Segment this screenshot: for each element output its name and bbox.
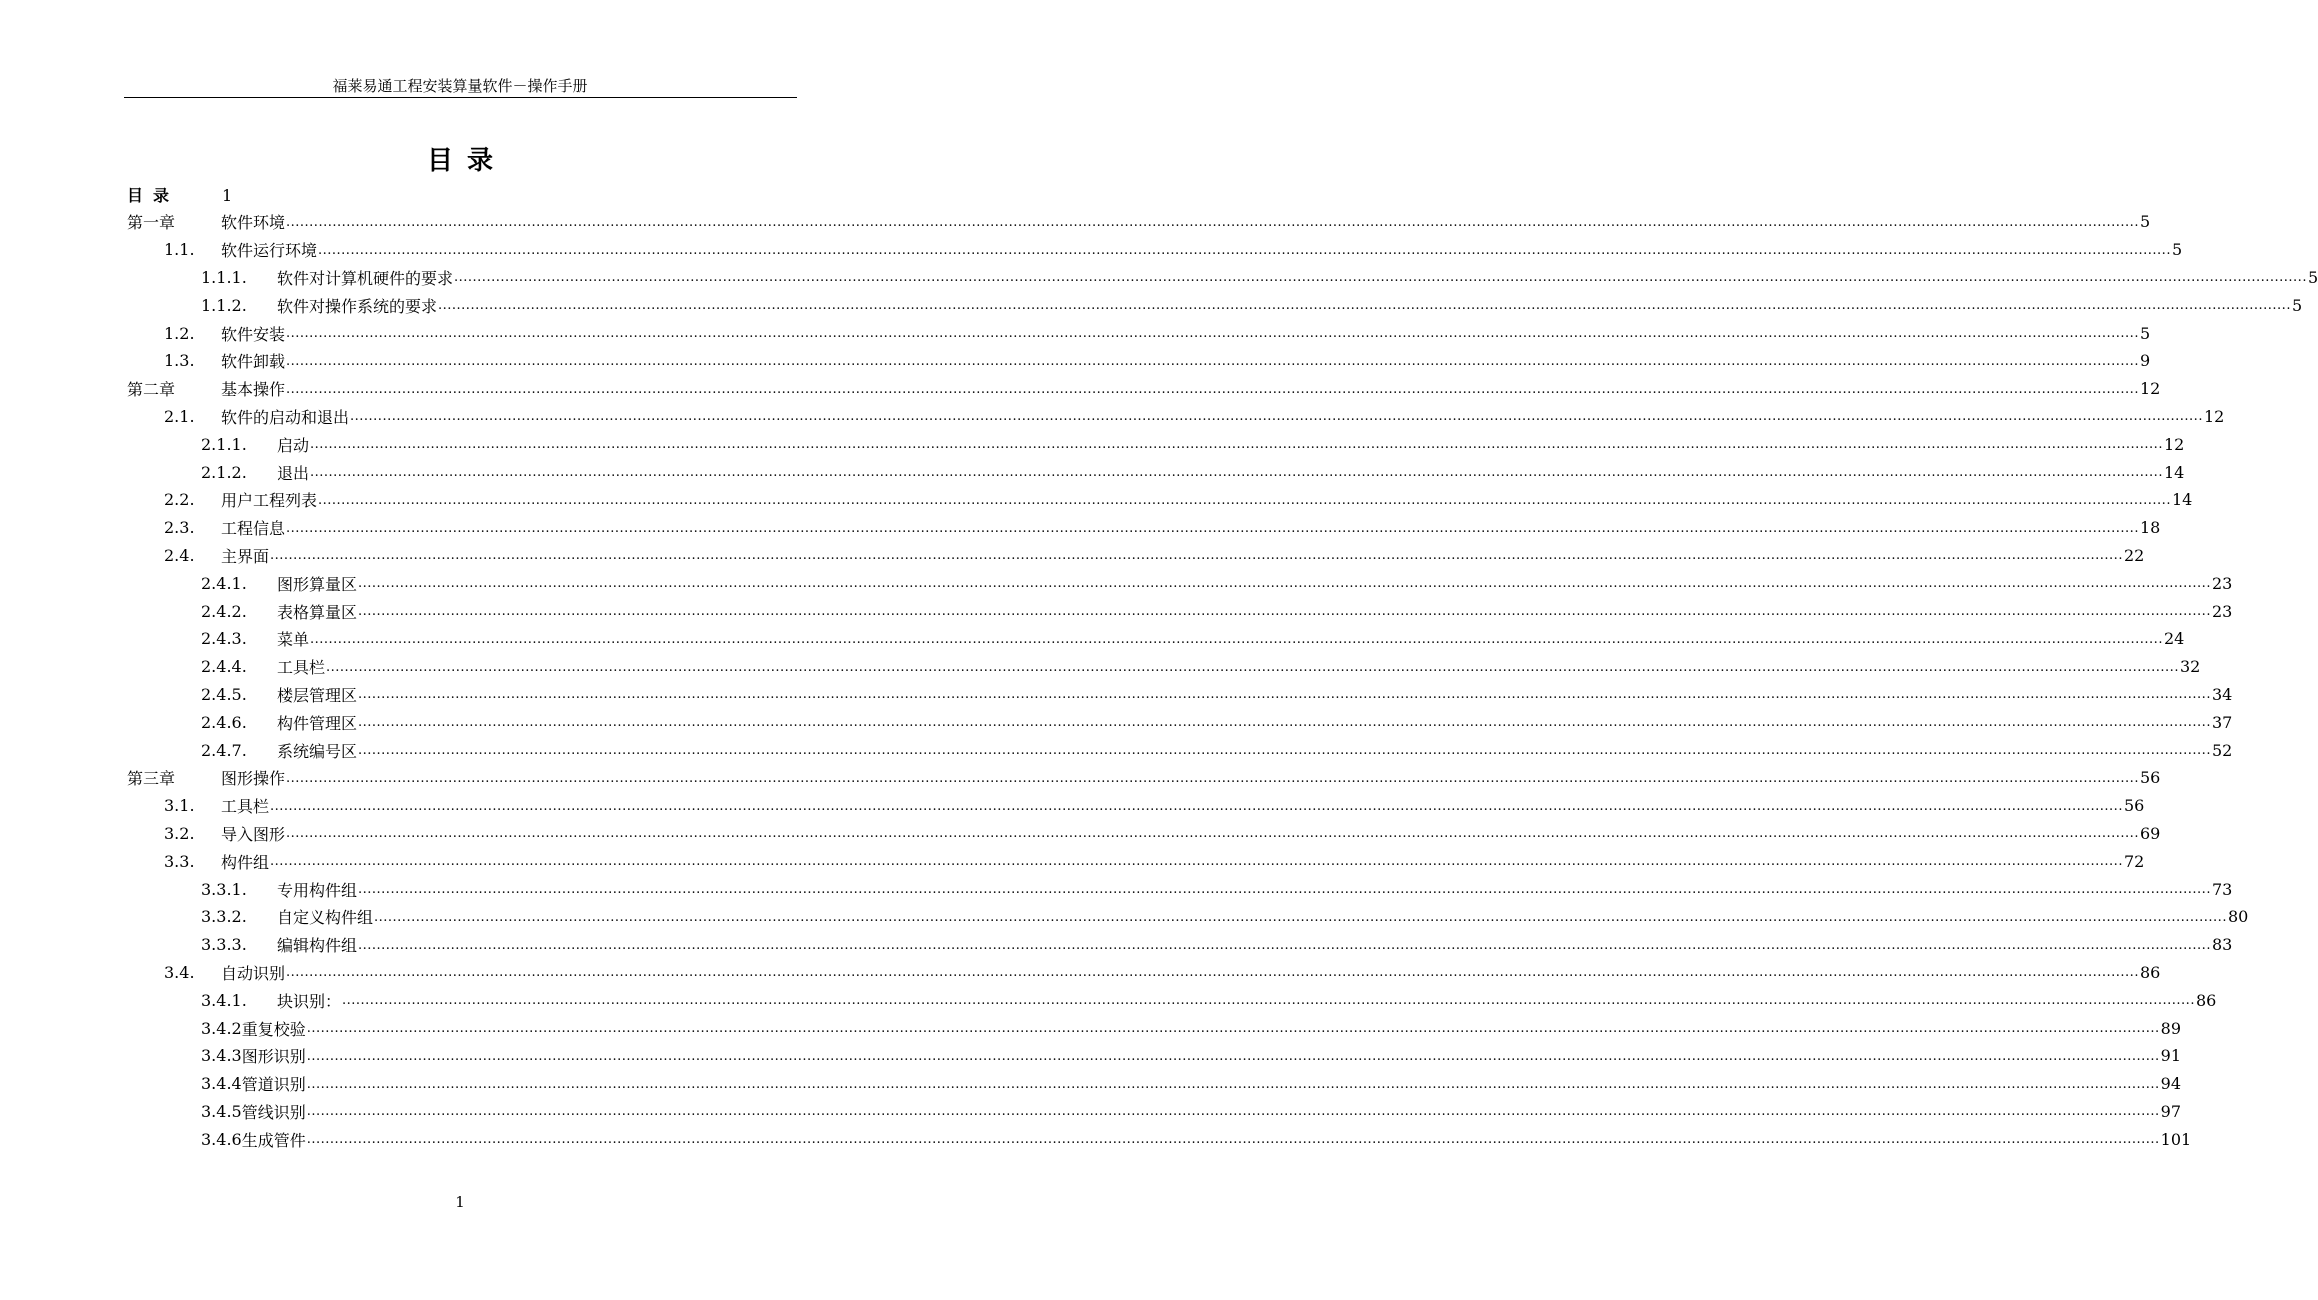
toc-entry-number: 3.1.: [164, 796, 195, 816]
toc-entry-page: 22: [2123, 545, 2145, 565]
toc-entry-page: 69: [2139, 823, 2161, 843]
toc-entry-number: 2.2.: [164, 490, 195, 510]
toc-entry[interactable]: [201, 708, 2233, 736]
toc-entry-label: 系统编号区: [277, 741, 358, 761]
page-number: 1: [455, 1193, 465, 1211]
toc-entry-page: 97: [2160, 1101, 2182, 1121]
toc-dot-leader: ................................................................................................................................................................................................................................................................................................................................................................................................................: [270, 548, 2123, 564]
toc-entry[interactable]: [164, 792, 2145, 820]
toc-entry-page: 12: [2139, 379, 2161, 399]
toc-dot-leader: ................................................................................................................................................................................................................................................................................................................................................................................................................: [310, 437, 2163, 453]
toc-dot-leader: ................................................................................................................................................................................................................................................................................................................................................................................................................: [270, 798, 2123, 814]
header-divider: [124, 97, 797, 98]
toc-entry-label: 管线识别: [241, 1102, 306, 1122]
toc-dot-leader: ................................................................................................................................................................................................................................................................................................................................................................................................................: [358, 576, 2211, 592]
toc-entry[interactable]: [164, 319, 2151, 347]
toc-heading: 目录: [426, 146, 507, 176]
toc-entry-label: 图形识别: [241, 1047, 306, 1067]
toc-entry[interactable]: [127, 208, 2151, 236]
toc-dot-leader: ................................................................................................................................................................................................................................................................................................................................................................................................................: [454, 270, 2307, 286]
toc-entry[interactable]: [201, 291, 2303, 319]
toc-entry-label: 导入图形: [221, 824, 286, 844]
toc-entry-label: 菜单: [277, 630, 310, 650]
toc-entry-number: 3.4.3: [201, 1046, 242, 1066]
toc-dot-leader: ................................................................................................................................................................................................................................................................................................................................................................................................................: [350, 409, 2203, 425]
toc-dot-leader: ................................................................................................................................................................................................................................................................................................................................................................................................................: [286, 965, 2139, 981]
toc-entry[interactable]: [164, 542, 2145, 570]
toc-entry-label: 生成管件: [241, 1130, 306, 1150]
toc-entry[interactable]: [201, 1125, 2192, 1153]
toc-entry-label: 基本操作: [221, 380, 286, 400]
toc-entry-number: 2.1.: [164, 406, 195, 426]
toc-entry-page: 32: [2179, 657, 2201, 677]
toc-entry-page: 56: [2139, 768, 2161, 788]
toc-entry-label: 工具栏: [277, 658, 326, 678]
toc-entry[interactable]: [201, 903, 2249, 931]
toc-entry-page: 18: [2139, 518, 2161, 538]
toc-entry[interactable]: [201, 569, 2233, 597]
toc-entry-page: 83: [2211, 935, 2233, 955]
toc-entry-number: 2.1.2.: [201, 462, 247, 482]
toc-entry-number: 2.3.: [164, 518, 195, 538]
toc-entry[interactable]: [201, 1042, 2182, 1070]
toc-entry-number: 2.4.2.: [201, 601, 247, 621]
toc-entry[interactable]: [201, 736, 2233, 764]
toc-entry-number: 3.4.: [164, 962, 195, 982]
toc-entry-label: 软件对计算机硬件的要求: [277, 268, 454, 288]
toc-entry-page: 5: [2139, 212, 2151, 232]
toc-dot-leader: ................................................................................................................................................................................................................................................................................................................................................................................................................: [270, 854, 2123, 870]
toc-entry-label: 软件的启动和退出: [221, 407, 350, 427]
toc-entry-label: 软件运行环境: [221, 241, 318, 261]
toc-entry-label: 工程信息: [221, 519, 286, 539]
toc-dot-leader: ................................................................................................................................................................................................................................................................................................................................................................................................................: [286, 325, 2139, 341]
toc-entry-self-page: 1: [222, 186, 233, 205]
toc-entry[interactable]: [201, 986, 2217, 1014]
toc-dot-leader: ................................................................................................................................................................................................................................................................................................................................................................................................................: [306, 1020, 2160, 1036]
toc-entry-label: 用户工程列表: [221, 491, 318, 511]
toc-entry[interactable]: [164, 347, 2151, 375]
running-header: 福莱易通工程安装算量软件－操作手册: [332, 77, 588, 95]
toc-entry-label: 软件对操作系统的要求: [277, 296, 438, 316]
toc-dot-leader: ................................................................................................................................................................................................................................................................................................................................................................................................................: [286, 826, 2139, 842]
toc-dot-leader: ................................................................................................................................................................................................................................................................................................................................................................................................................: [306, 1076, 2160, 1092]
toc-dot-leader: ................................................................................................................................................................................................................................................................................................................................................................................................................: [306, 1048, 2160, 1064]
toc-entry-label: 构件组: [221, 852, 270, 872]
toc-entry[interactable]: [164, 820, 2161, 848]
toc-entry-number: 2.4.6.: [201, 712, 247, 732]
toc-entry-page: 37: [2211, 712, 2233, 732]
toc-entry[interactable]: [127, 764, 2161, 792]
toc-entry-label: 编辑构件组: [277, 936, 358, 956]
toc-dot-leader: ................................................................................................................................................................................................................................................................................................................................................................................................................: [286, 770, 2139, 786]
toc-list: [0, 208, 2318, 1153]
toc-entry-self-title: 目录: [127, 186, 180, 205]
toc-dot-leader: ................................................................................................................................................................................................................................................................................................................................................................................................................: [286, 214, 2139, 230]
toc-entry-number: 第一章: [127, 213, 176, 233]
toc-entry-number: 3.4.4: [201, 1074, 242, 1094]
toc-entry-number: 3.3.3.: [201, 935, 247, 955]
toc-entry-page: 89: [2160, 1018, 2182, 1038]
toc-entry-page: 73: [2211, 879, 2233, 899]
toc-entry-page: 91: [2160, 1046, 2182, 1066]
toc-entry-number: 第二章: [127, 380, 176, 400]
toc-dot-leader: ................................................................................................................................................................................................................................................................................................................................................................................................................: [358, 937, 2211, 953]
toc-entry-page: 94: [2160, 1074, 2182, 1094]
toc-entry-label: 图形算量区: [277, 574, 358, 594]
toc-entry-number: 3.3.: [164, 851, 195, 871]
toc-entry-number: 3.2.: [164, 823, 195, 843]
toc-entry-number: 1.1.: [164, 240, 195, 260]
toc-entry-number: 1.1.1.: [201, 267, 247, 287]
toc-entry-page: 86: [2195, 990, 2217, 1010]
toc-entry-label: 楼层管理区: [277, 685, 358, 705]
toc-entry[interactable]: [164, 486, 2193, 514]
toc-dot-leader: ................................................................................................................................................................................................................................................................................................................................................................................................................: [374, 909, 2227, 925]
toc-dot-leader: ................................................................................................................................................................................................................................................................................................................................................................................................................: [438, 298, 2291, 314]
toc-entry-label: 软件环境: [221, 213, 286, 233]
toc-entry-number: 3.4.1.: [201, 990, 247, 1010]
toc-dot-leader: ................................................................................................................................................................................................................................................................................................................................................................................................................: [358, 881, 2211, 897]
toc-entry-page: 52: [2211, 740, 2233, 760]
toc-entry-page: 5: [2171, 240, 2183, 260]
toc-dot-leader: ................................................................................................................................................................................................................................................................................................................................................................................................................: [342, 993, 2195, 1009]
toc-entry-page: 14: [2163, 462, 2185, 482]
toc-entry-label: 主界面: [221, 546, 270, 566]
toc-entry-number: 1.3.: [164, 351, 195, 371]
toc-entry-page: 12: [2203, 406, 2225, 426]
toc-entry-number: 3.4.5: [201, 1101, 242, 1121]
toc-entry[interactable]: [164, 847, 2145, 875]
toc-dot-leader: ................................................................................................................................................................................................................................................................................................................................................................................................................: [286, 520, 2139, 536]
toc-entry-page: 23: [2211, 601, 2233, 621]
toc-entry[interactable]: [201, 681, 2233, 709]
toc-entry-number: 2.4.7.: [201, 740, 247, 760]
toc-entry-page: 56: [2123, 796, 2145, 816]
toc-entry[interactable]: [201, 597, 2233, 625]
toc-entry-number: 2.4.4.: [201, 657, 247, 677]
toc-entry-page: 86: [2139, 962, 2161, 982]
toc-entry[interactable]: [201, 1014, 2182, 1042]
toc-entry-page: 24: [2163, 629, 2185, 649]
toc-entry-label: 启动: [277, 435, 310, 455]
toc-dot-leader: ................................................................................................................................................................................................................................................................................................................................................................................................................: [358, 687, 2211, 703]
toc-entry-label: 图形操作: [221, 769, 286, 789]
toc-entry-label: 工具栏: [221, 797, 270, 817]
toc-entry-page: 5: [2291, 295, 2303, 315]
toc-dot-leader: ................................................................................................................................................................................................................................................................................................................................................................................................................: [306, 1104, 2160, 1120]
toc-entry[interactable]: [201, 1070, 2182, 1098]
toc-entry[interactable]: [164, 236, 2183, 264]
toc-entry-label: 软件卸载: [221, 352, 286, 372]
toc-entry-self[interactable]: [127, 184, 233, 208]
toc-dot-leader: ................................................................................................................................................................................................................................................................................................................................................................................................................: [326, 659, 2179, 675]
toc-entry-number: 第三章: [127, 769, 176, 789]
toc-entry-label: 软件安装: [221, 324, 286, 344]
toc-entry-label: 专用构件组: [277, 880, 358, 900]
toc-entry[interactable]: [201, 653, 2201, 681]
toc-dot-leader: ................................................................................................................................................................................................................................................................................................................................................................................................................: [318, 492, 2171, 508]
toc-entry-page: 72: [2123, 851, 2145, 871]
toc-entry-number: 1.1.2.: [201, 295, 247, 315]
toc-entry-label: 表格算量区: [277, 602, 358, 622]
toc-entry[interactable]: [201, 458, 2185, 486]
toc-entry-label: 自动识别: [221, 963, 286, 983]
toc-entry[interactable]: [127, 375, 2161, 403]
toc-entry[interactable]: [201, 931, 2233, 959]
toc-entry-number: 2.4.1.: [201, 573, 247, 593]
toc-entry-number: 3.3.2.: [201, 907, 247, 927]
toc-entry[interactable]: [201, 264, 2318, 292]
toc-entry-number: 3.4.2: [201, 1018, 242, 1038]
toc-dot-leader: ................................................................................................................................................................................................................................................................................................................................................................................................................: [310, 631, 2163, 647]
toc-entry-page: 9: [2139, 351, 2151, 371]
toc-dot-leader: ................................................................................................................................................................................................................................................................................................................................................................................................................: [318, 242, 2171, 258]
toc-entry-number: 2.4.3.: [201, 629, 247, 649]
toc-entry[interactable]: [201, 430, 2185, 458]
toc-entry-number: 2.1.1.: [201, 434, 247, 454]
toc-entry-label: 块识别：: [277, 991, 342, 1011]
toc-entry-page: 5: [2139, 323, 2151, 343]
toc-entry-number: 1.2.: [164, 323, 195, 343]
toc-entry[interactable]: [201, 625, 2185, 653]
toc-entry-page: 34: [2211, 684, 2233, 704]
toc-entry-label: 自定义构件组: [277, 908, 374, 928]
toc-entry[interactable]: [201, 1098, 2182, 1126]
toc-entry[interactable]: [164, 514, 2161, 542]
toc-entry-page: 101: [2160, 1129, 2192, 1149]
toc-entry-page: 5: [2307, 267, 2318, 287]
toc-entry[interactable]: [164, 403, 2225, 431]
toc-entry-page: 14: [2171, 490, 2193, 510]
toc-entry-page: 23: [2211, 573, 2233, 593]
toc-entry[interactable]: [164, 959, 2161, 987]
toc-entry-page: 80: [2227, 907, 2249, 927]
toc-dot-leader: ................................................................................................................................................................................................................................................................................................................................................................................................................: [358, 742, 2211, 758]
toc-entry[interactable]: [201, 875, 2233, 903]
toc-dot-leader: ................................................................................................................................................................................................................................................................................................................................................................................................................: [310, 464, 2163, 480]
toc-dot-leader: ................................................................................................................................................................................................................................................................................................................................................................................................................: [358, 603, 2211, 619]
toc-entry-number: 2.4.: [164, 545, 195, 565]
toc-entry-label: 管道识别: [241, 1075, 306, 1095]
toc-entry-label: 重复校验: [241, 1019, 306, 1039]
toc-dot-leader: ................................................................................................................................................................................................................................................................................................................................................................................................................: [286, 353, 2139, 369]
toc-entry-number: 2.4.5.: [201, 684, 247, 704]
toc-dot-leader: ................................................................................................................................................................................................................................................................................................................................................................................................................: [358, 715, 2211, 731]
toc-entry-page: 12: [2163, 434, 2185, 454]
toc-dot-leader: ................................................................................................................................................................................................................................................................................................................................................................................................................: [306, 1132, 2160, 1148]
toc-entry-label: 构件管理区: [277, 713, 358, 733]
toc-entry-label: 退出: [277, 463, 310, 483]
toc-dot-leader: ................................................................................................................................................................................................................................................................................................................................................................................................................: [286, 381, 2139, 397]
toc-entry-number: 3.3.1.: [201, 879, 247, 899]
toc-entry-number: 3.4.6: [201, 1129, 242, 1149]
